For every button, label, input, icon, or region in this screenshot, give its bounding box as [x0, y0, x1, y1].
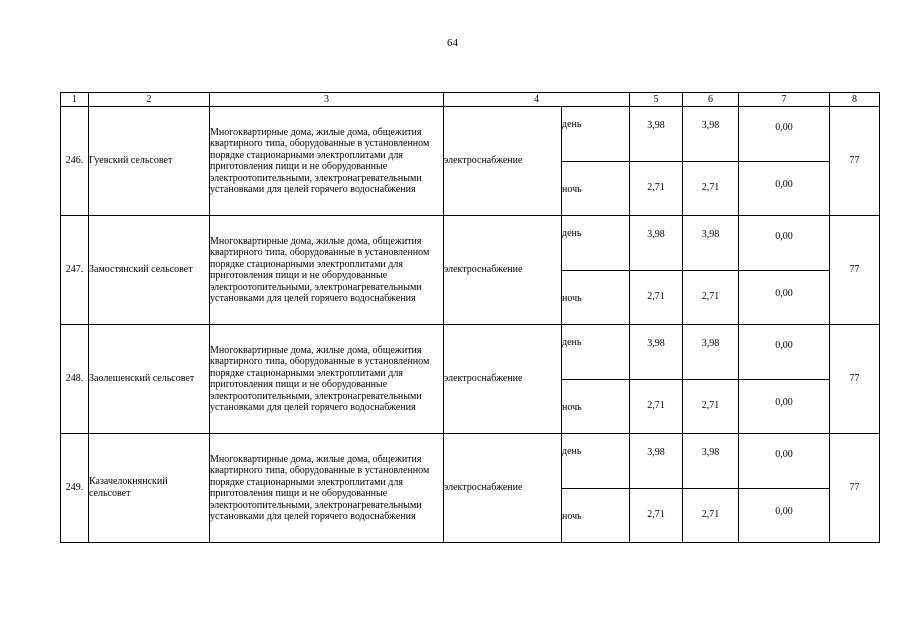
consumer-category: Многоквартирные дома, жилые дома, общежития квартирного типа, оборудованные в установленном порядке стационарными электроплитами для приготовления пищи и не оборудованные электроотопительными, электронагревательными установками для целей горячего водоснабжения	[210, 216, 444, 325]
value-col7: 0,00	[739, 216, 830, 271]
table-body	[61, 107, 880, 543]
value-col5: 2,71	[630, 380, 683, 434]
value-col5: 3,98	[630, 325, 683, 380]
header-cell: 7	[739, 93, 830, 107]
service-type: электроснабжение	[444, 107, 562, 216]
time-zone-day: день	[562, 434, 630, 489]
value-col5: 2,71	[630, 162, 683, 216]
header-row	[61, 93, 880, 107]
service-type: электроснабжение	[444, 434, 562, 543]
value-col7: 0,00	[739, 107, 830, 162]
value-col8: 77	[830, 325, 880, 434]
value-col6: 3,98	[683, 434, 739, 489]
table-row	[61, 325, 880, 380]
value-col7: 0,00	[739, 380, 830, 434]
time-zone-day: день	[562, 107, 630, 162]
header-cell: 6	[683, 93, 739, 107]
settlement-name: Гуевский сельсовет	[89, 107, 210, 216]
time-zone-night: ночь	[562, 380, 630, 434]
time-zone-day: день	[562, 216, 630, 271]
consumer-category: Многоквартирные дома, жилые дома, общежития квартирного типа, оборудованные в установленном порядке стационарными электроплитами для приготовления пищи и не оборудованные электроотопительными, электронагревательными установками для целей горячего водоснабжения	[210, 107, 444, 216]
consumer-category: Многоквартирные дома, жилые дома, общежития квартирного типа, оборудованные в установленном порядке стационарными электроплитами для приготовления пищи и не оборудованные электроотопительными, электронагревательными установками для целей горячего водоснабжения	[210, 325, 444, 434]
table-row	[61, 216, 880, 271]
service-type: электроснабжение	[444, 325, 562, 434]
service-type: электроснабжение	[444, 216, 562, 325]
time-zone-day: день	[562, 325, 630, 380]
settlement-name: Заолешенский сельсовет	[89, 325, 210, 434]
settlement-name: Замостянский сельсовет	[89, 216, 210, 325]
value-col8: 77	[830, 216, 880, 325]
time-zone-night: ночь	[562, 162, 630, 216]
value-col8: 77	[830, 434, 880, 543]
header-cell: 4	[444, 93, 630, 107]
row-number: 246.	[61, 107, 89, 216]
value-col5: 3,98	[630, 107, 683, 162]
time-zone-night: ночь	[562, 489, 630, 543]
value-col7: 0,00	[739, 434, 830, 489]
value-col6: 3,98	[683, 107, 739, 162]
row-number: 247.	[61, 216, 89, 325]
row-number: 249.	[61, 434, 89, 543]
value-col6: 2,71	[683, 162, 739, 216]
header-cell: 5	[630, 93, 683, 107]
value-col5: 2,71	[630, 271, 683, 325]
consumer-category: Многоквартирные дома, жилые дома, общежития квартирного типа, оборудованные в установленном порядке стационарными электроплитами для приготовления пищи и не оборудованные электроотопительными, электронагревательными установками для целей горячего водоснабжения	[210, 434, 444, 543]
value-col6: 2,71	[683, 271, 739, 325]
value-col7: 0,00	[739, 325, 830, 380]
value-col6: 2,71	[683, 489, 739, 543]
header-cell: 3	[210, 93, 444, 107]
value-col6: 2,71	[683, 380, 739, 434]
header-cell: 2	[89, 93, 210, 107]
value-col7: 0,00	[739, 489, 830, 543]
value-col5: 3,98	[630, 216, 683, 271]
time-zone-night: ночь	[562, 271, 630, 325]
value-col7: 0,00	[739, 271, 830, 325]
table-row	[61, 107, 880, 162]
row-number: 248.	[61, 325, 89, 434]
page-number: 64	[447, 37, 458, 49]
value-col6: 3,98	[683, 325, 739, 380]
header-cell: 1	[61, 93, 89, 107]
tariff-table	[60, 92, 880, 543]
value-col5: 2,71	[630, 489, 683, 543]
header-cell: 8	[830, 93, 880, 107]
value-col6: 3,98	[683, 216, 739, 271]
value-col5: 3,98	[630, 434, 683, 489]
table-row	[61, 434, 880, 489]
value-col8: 77	[830, 107, 880, 216]
settlement-name: Казачелокнянский сельсовет	[89, 434, 210, 543]
value-col7: 0,00	[739, 162, 830, 216]
